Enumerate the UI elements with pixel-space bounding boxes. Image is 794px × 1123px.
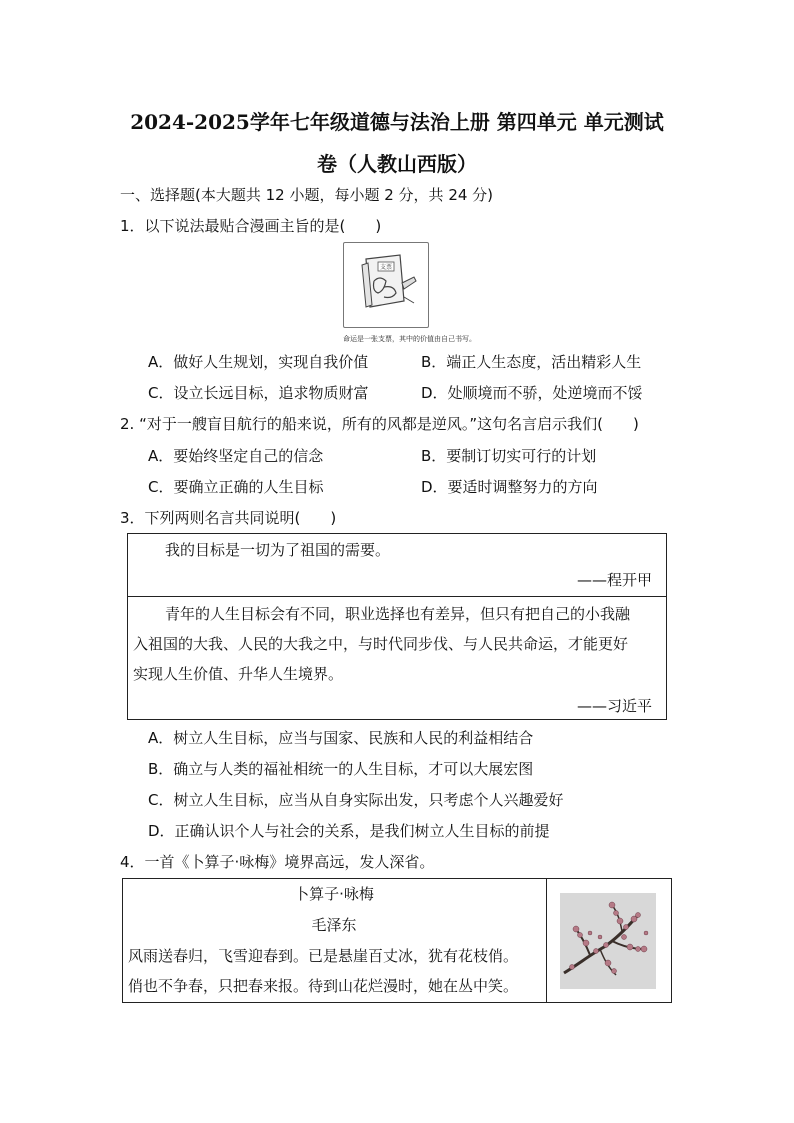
q1-option-d[interactable]: D．处顺境而不骄，处逆境而不馁 <box>421 384 643 402</box>
q3-option-b[interactable]: B．确立与人类的福祉相统一的人生目标，才可以大展宏图 <box>148 760 534 778</box>
q2-option-d[interactable]: D．要适时调整努力的方向 <box>421 478 598 496</box>
poem-line-2: 俏也不争春，只把春来报。待到山花烂漫时，她在丛中笑。 <box>128 977 519 995</box>
cartoon-caption: 命运是一张支票，其中的价值由自己书写。 <box>343 335 476 343</box>
q2-option-c[interactable]: C．要确立正确的人生目标 <box>148 478 324 496</box>
q1-option-c[interactable]: C．设立长远目标，追求物质财富 <box>148 384 369 402</box>
quote-2-line-1: 青年的人生目标会有不同，职业选择也有差异，但只有把自己的小我融 <box>165 605 631 623</box>
quote-2-line-3: 实现人生价值、升华人生境界。 <box>133 665 344 683</box>
cheque-illustration-icon <box>344 243 428 327</box>
quote-2-line-2: 入祖国的大我、人民的大我之中，与时代同步伐、与人民共命运，才能更好 <box>133 635 629 653</box>
cheque-cartoon-image <box>343 242 429 328</box>
q3-option-c[interactable]: C．树立人生目标，应当从自身实际出发，只考虑个人兴趣爱好 <box>148 791 564 809</box>
quote-1-text: 我的目标是一切为了祖国的需要。 <box>165 541 391 559</box>
q2-option-a[interactable]: A．要始终坚定自己的信念 <box>148 447 324 465</box>
page-title-line2: 卷（人教山西版） <box>317 152 477 176</box>
quote-2-author: ——习近平 <box>577 697 653 715</box>
question-4-stem: 4．一首《卜算子·咏梅》境界高远，发人深省。 <box>120 853 435 871</box>
poem-title: 卜算子·咏梅 <box>294 885 374 903</box>
q3-option-d[interactable]: D．正确认识个人与社会的关系，是我们树立人生目标的前提 <box>148 822 550 840</box>
question-1-stem: 1．以下说法最贴合漫画主旨的是( ) <box>120 217 382 235</box>
q2-option-b[interactable]: B．要制订切实可行的计划 <box>421 447 597 465</box>
quote-1-author: ——程开甲 <box>577 571 653 589</box>
quotes-table-divider <box>127 596 667 597</box>
poem-line-1: 风雨送春归，飞雪迎春到。已是悬崖百丈冰，犹有花枝俏。 <box>128 947 519 965</box>
cheque-label: 支票 <box>379 264 393 271</box>
question-3-stem: 3．下列两则名言共同说明( ) <box>120 509 337 527</box>
plum-blossom-image <box>560 893 656 989</box>
quotes-table <box>127 533 667 720</box>
poem-table-divider <box>546 878 547 1003</box>
plum-blossom-icon <box>560 893 656 989</box>
q1-option-a[interactable]: A．做好人生规划，实现自我价值 <box>148 353 369 371</box>
poem-author: 毛泽东 <box>311 916 357 934</box>
section-heading: 一、选择题(本大题共 12 小题，每小题 2 分，共 24 分) <box>120 186 494 204</box>
q1-option-b[interactable]: B．端正人生态度，活出精彩人生 <box>421 353 642 371</box>
question-2-stem: 2. “对于一艘盲目航行的船来说，所有的风都是逆风。”这句名言启示我们( ) <box>120 415 639 433</box>
page-title-line1: 2024-2025学年七年级道德与法治上册 第四单元 单元测试 <box>130 110 664 134</box>
q3-option-a[interactable]: A．树立人生目标，应当与国家、民族和人民的利益相结合 <box>148 729 534 747</box>
